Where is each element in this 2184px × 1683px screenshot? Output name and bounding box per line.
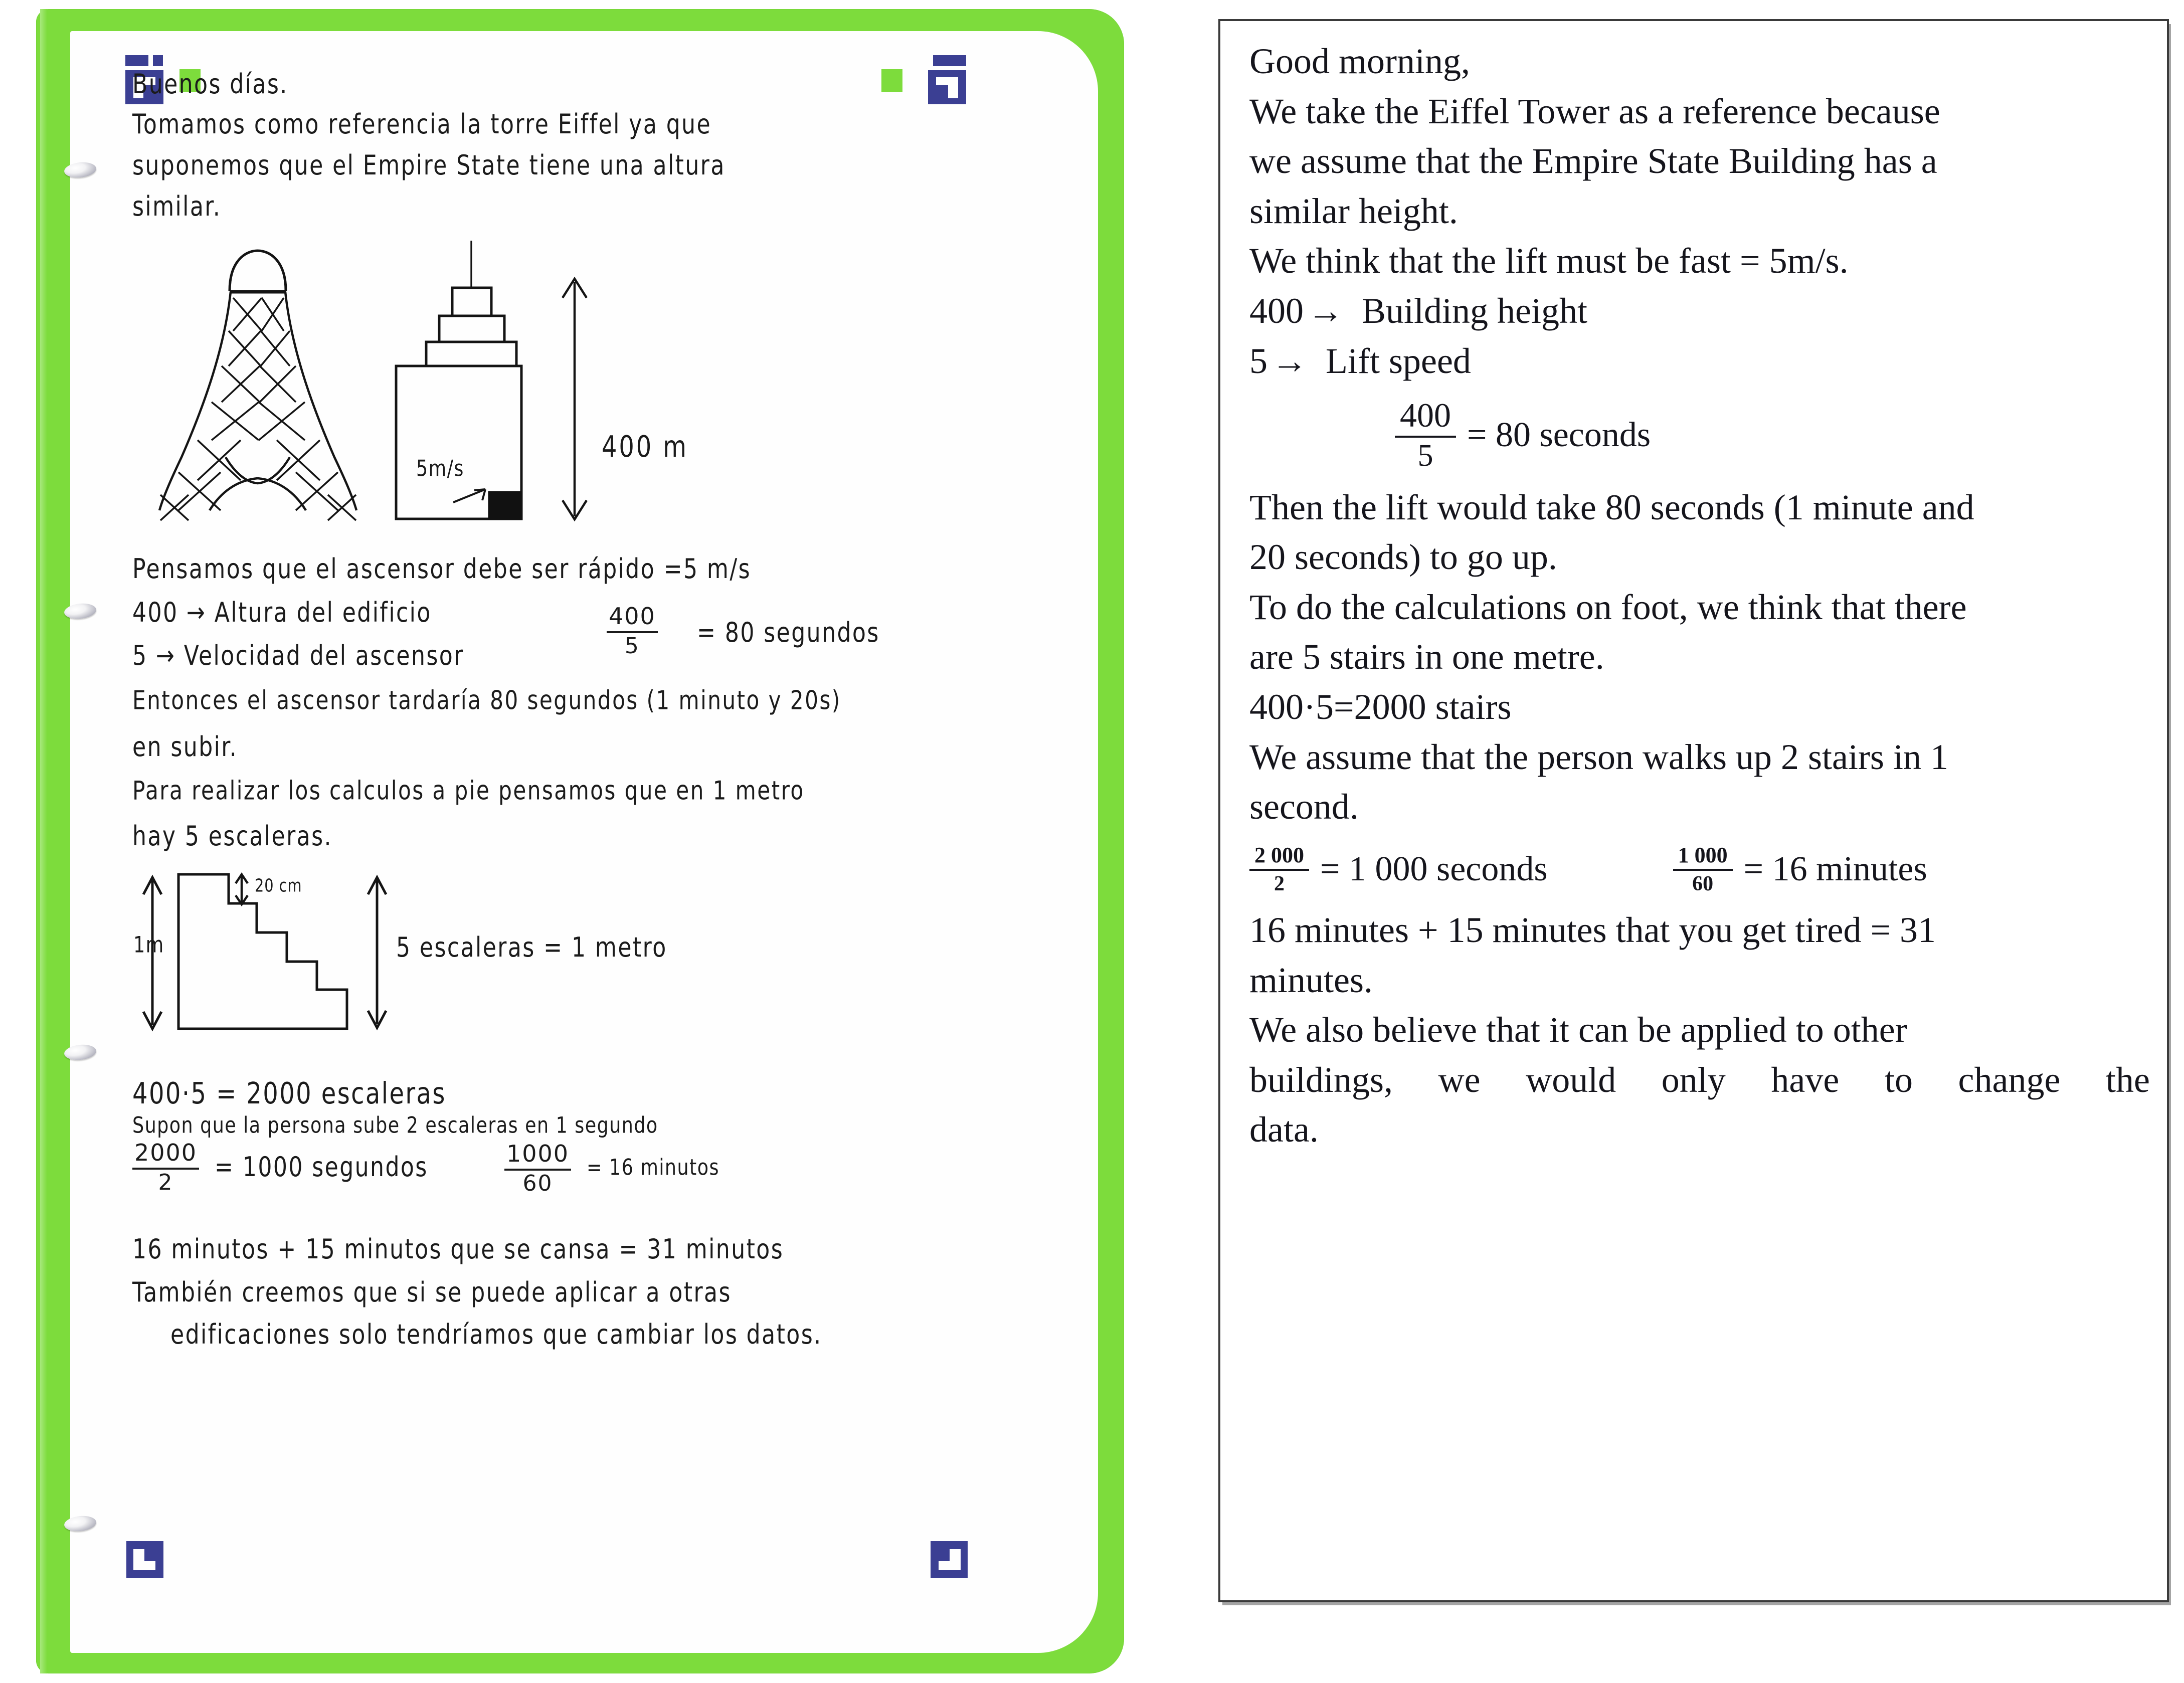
label-lift-speed: 5m/s [416, 455, 464, 481]
en-assume-line-1: We assume that the person walks up 2 stairs in 1 [1249, 736, 1948, 777]
hw-building-height-mapping: 400 → Altura del edificio [132, 596, 432, 628]
hw-fraction-walk-seconds-numerator: 2000 [132, 1139, 199, 1170]
hw-conclusion-line-1: También creemos que si se puede aplicar a otras [132, 1276, 732, 1308]
en-walk-seconds-result: = 1 000 seconds [1320, 850, 1548, 889]
en-stairs-total: 400·5=2000 stairs [1249, 687, 1512, 727]
hw-greeting: Buenos días. [132, 68, 288, 100]
en-greeting: Good morning, [1249, 41, 1470, 81]
en-onfoot-line-2: are 5 stairs in one metre. [1249, 637, 1604, 677]
hw-conclusion-line-2: edificaciones solo tendríamos que cambiar los datos. [170, 1318, 822, 1350]
translation-text-body [1249, 38, 2150, 1157]
hw-lift-speed-sentence: Pensamos que el ascensor debe ser rápido =5 m/s [132, 552, 752, 585]
en-ref-line-2: we assume that the Empire State Building has a [1249, 141, 1937, 181]
en-total-line-2: minutes. [1249, 960, 1373, 1000]
hw-lift-speed-mapping: 5 → Velocidad del ascensor [132, 639, 464, 671]
en-ref-line-3: similar height. [1249, 191, 1458, 231]
hw-reference-line-1: Tomamos como referencia la torre Eiffel ya que [132, 108, 712, 140]
en-mapping-value-400: 400 [1249, 290, 1304, 331]
en-mapping-building-height [1249, 288, 2150, 335]
en-walk-seconds-numerator: 2 000 [1254, 842, 1304, 867]
eiffel-tower-sketch [159, 251, 356, 520]
en-walk-seconds-equation [1249, 844, 1548, 895]
label-five-stairs-one-metre: 5 escaleras = 1 metro [396, 931, 667, 963]
arrow-right-icon-2: → [1271, 340, 1308, 381]
hw-fraction-walk-seconds [132, 1139, 199, 1195]
registration-marker-bottom-right [931, 1541, 968, 1578]
five-stairs-arrow [368, 877, 386, 1028]
en-lift-fraction [1395, 398, 1456, 472]
buildings-comparison-drawing [145, 222, 737, 542]
en-lift-fraction-result: = 80 seconds [1467, 415, 1651, 454]
en-then-line-1: Then the lift would take 80 seconds (1 minute and [1249, 487, 1974, 527]
hw-fraction-walk-minutes [504, 1140, 571, 1196]
en-conclusion-line-1: We also believe that it can be applied to other [1249, 1010, 1907, 1050]
en-lift-fraction-denominator: 5 [1417, 438, 1433, 473]
height-dimension-arrow [563, 279, 587, 519]
worksheet-paper [70, 31, 1098, 1653]
stairs-diagram [130, 863, 572, 1064]
en-conclusion-line-3: data. [1249, 1109, 1319, 1150]
en-mapping-value-5: 5 [1249, 340, 1267, 381]
hw-fraction-lift-time [607, 603, 658, 659]
hw-fraction-walk-minutes-denominator: 60 [522, 1171, 553, 1196]
en-onfoot-line-1: To do the calculations on foot, we think that there [1249, 587, 1967, 627]
en-mapping-lift-speed [1249, 338, 2150, 385]
hw-stairs-multiplication: 400·5 = 2000 escaleras [132, 1076, 446, 1111]
en-walk-equations [1249, 844, 2150, 895]
step-height-arrow [236, 874, 248, 904]
en-lift-time-equation [1249, 398, 2150, 472]
en-walk-minutes-fraction [1673, 844, 1733, 895]
en-assume-line-2: second. [1249, 787, 1359, 827]
hw-reference-line-2: suponemos que el Empire State tiene una altura [132, 149, 725, 181]
en-then-line-2: 20 seconds) to go up. [1249, 537, 1557, 578]
en-mapping-label-building-height: Building height [1362, 290, 1587, 331]
en-mapping-label-lift-speed: Lift speed [1326, 340, 1471, 381]
en-walk-minutes-denominator: 60 [1692, 872, 1714, 895]
en-lift-fraction-numerator: 400 [1400, 396, 1451, 435]
hw-fraction-walk-minutes-result: = 16 minutos [587, 1154, 720, 1180]
arrow-right-icon-1: → [1308, 290, 1344, 331]
hw-fraction-walk-minutes-numerator: 1000 [504, 1140, 571, 1171]
hw-then-line-2: en subir. [132, 730, 238, 763]
hw-onfoot-line-1: Para realizar los calculos a pie pensamos que en 1 metro [132, 776, 805, 806]
label-400m: 400 m [602, 429, 688, 464]
hw-fraction-lift-numerator: 400 [607, 603, 658, 633]
hw-then-line-1: Entonces el ascensor tardaría 80 segundos (1 minuto y 20s) [132, 685, 841, 716]
en-walk-seconds-denominator: 2 [1274, 872, 1285, 895]
hw-reference-line-3: similar. [132, 190, 222, 222]
en-walk-minutes-numerator: 1 000 [1678, 842, 1728, 867]
en-lift-speed-sentence: We think that the lift must be fast = 5m/s. [1249, 241, 1849, 281]
hw-fraction-walk-seconds-result: = 1000 segundos [215, 1151, 428, 1183]
registration-marker-top-right [925, 55, 966, 101]
registration-marker-bottom-left [126, 1541, 163, 1578]
green-square-top-right [881, 69, 902, 92]
en-walk-seconds-fraction [1249, 844, 1309, 895]
en-walk-minutes-result: = 16 minutes [1743, 850, 1927, 889]
en-ref-line-1: We take the Eiffel Tower as a reference because [1249, 91, 1940, 131]
hw-onfoot-line-2: hay 5 escaleras. [132, 820, 332, 852]
hw-assumption-two-stairs: Supon que la persona sube 2 escaleras en 1 segundo [132, 1112, 658, 1138]
hw-fraction-walk-seconds-denominator: 2 [158, 1170, 173, 1195]
en-total-line-1: 16 minutes + 15 minutes that you get tired = 31 [1249, 910, 1936, 951]
en-walk-minutes-equation [1673, 844, 1927, 895]
label-1m: 1m [133, 931, 164, 958]
hw-fraction-lift-result: = 80 segundos [697, 616, 880, 648]
en-conclusion-line-2: buildings, we would only have to change the [1249, 1059, 2150, 1100]
hw-total-minutes: 16 minutos + 15 minutos que se cansa = 31 minutos [132, 1233, 784, 1265]
hw-fraction-lift-denominator: 5 [624, 633, 640, 659]
english-translation-panel [1218, 19, 2169, 1602]
label-20cm: 20 cm [255, 875, 302, 897]
